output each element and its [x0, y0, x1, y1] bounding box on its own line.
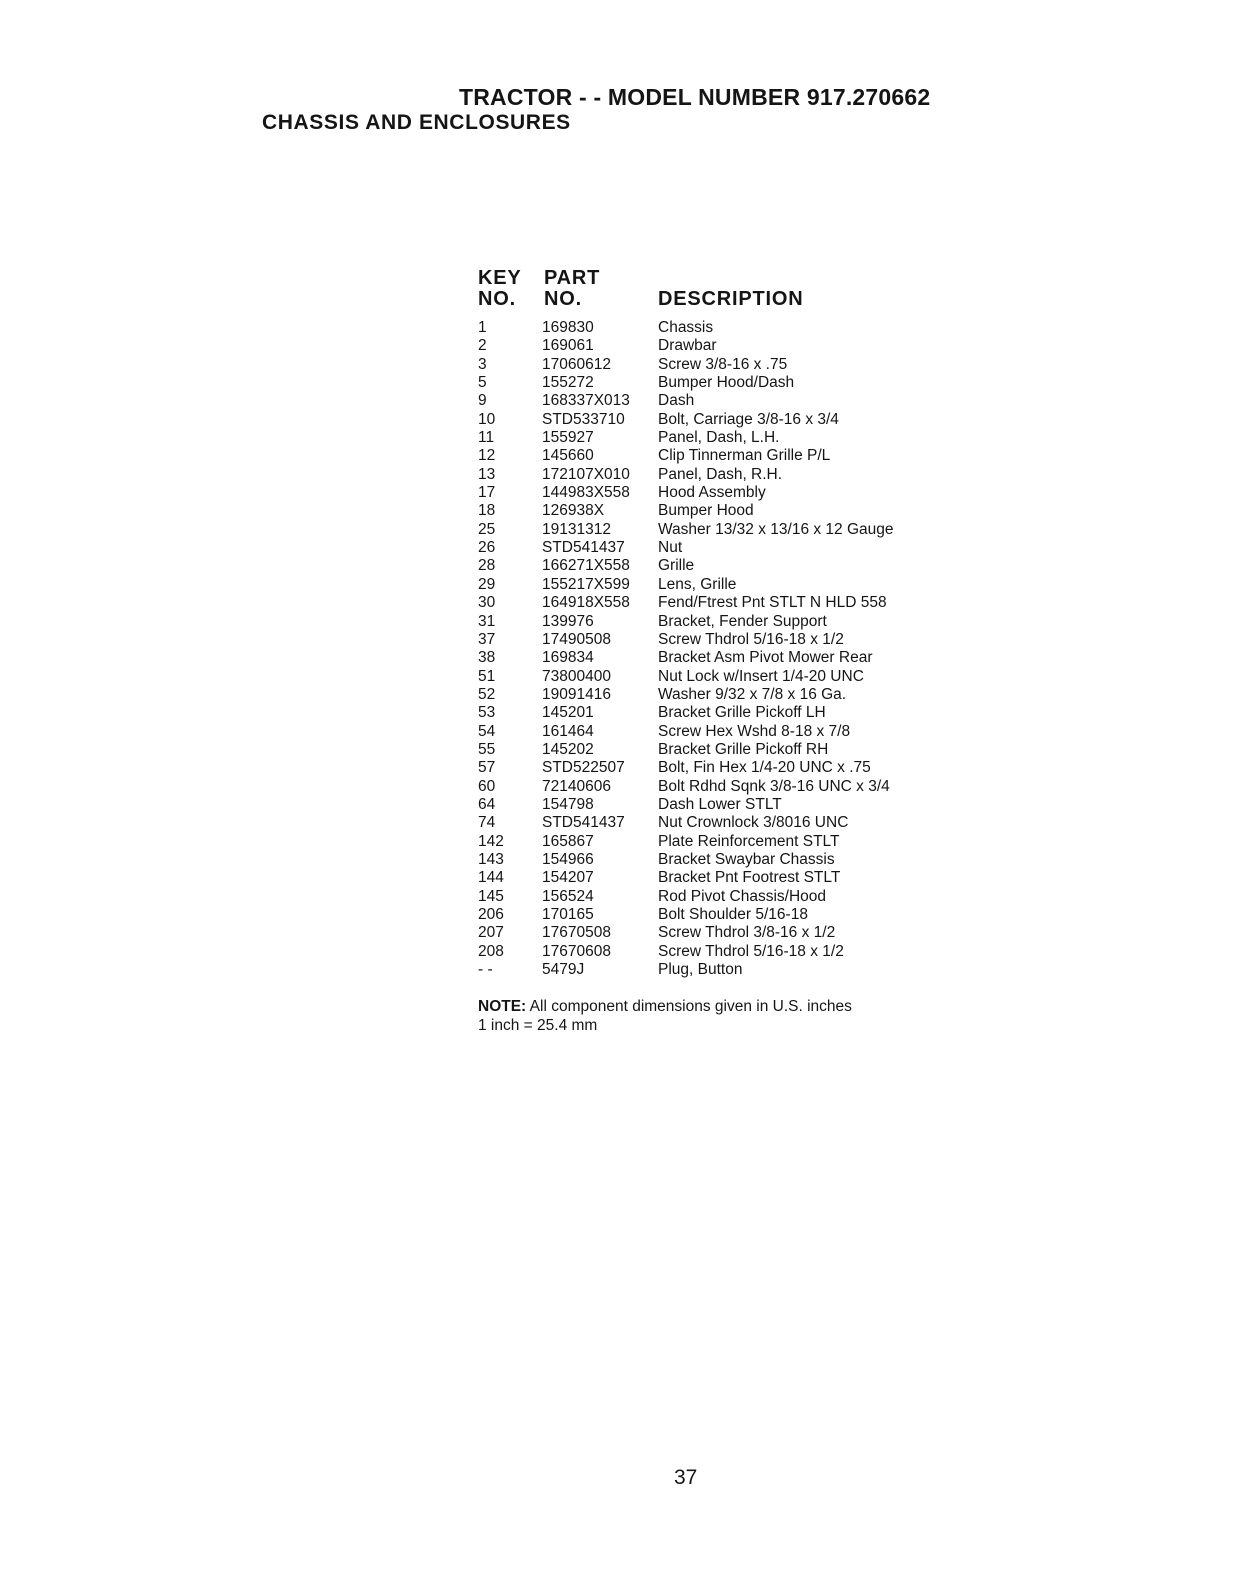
description-cell: Nut Crownlock 3/8016 UNC	[658, 814, 849, 832]
part-number-cell: 170165	[542, 906, 594, 923]
note-block	[478, 997, 852, 1035]
table-row	[478, 557, 948, 575]
description-cell: Bracket Swaybar Chassis	[658, 850, 835, 868]
key-cell: - -	[478, 961, 493, 979]
part-number-cell: 145201	[542, 704, 594, 722]
description-cell: Clip Tinnerman Grille P/L	[658, 447, 831, 465]
key-cell: 54	[478, 722, 496, 740]
description-cell: Grille	[658, 557, 695, 575]
note-line	[478, 997, 852, 1016]
key-cell: 144	[478, 869, 504, 887]
part-number-cell: 165867	[542, 832, 594, 850]
description-cell: Bolt Shoulder 5/16-18	[658, 906, 808, 923]
part-number-cell: 154798	[542, 795, 594, 813]
table-row	[478, 484, 948, 502]
part-number-cell: 172107X010	[542, 465, 630, 483]
description-cell: Screw 3/8-16 x .75	[658, 355, 788, 373]
page-title: TRACTOR - - MODEL NUMBER 917.270662	[459, 84, 931, 110]
description-cell: Chassis	[658, 319, 714, 336]
table-row	[478, 356, 948, 374]
part-number-cell: 17060612	[542, 355, 611, 373]
part-number-cell: STD541437	[542, 539, 625, 557]
description-cell: Bracket Pnt Footrest STLT	[658, 869, 841, 887]
part-number-cell: 145660	[542, 447, 594, 465]
note-label: NOTE:	[478, 998, 527, 1015]
part-number-cell: 139976	[542, 612, 594, 630]
table-row	[478, 466, 948, 484]
parts-list-rows	[478, 319, 948, 979]
description-column-header: DESCRIPTION	[658, 288, 804, 310]
part-number-cell: 164918X558	[542, 594, 630, 612]
part-number-cell: 72140606	[542, 777, 611, 795]
key-cell: 26	[478, 539, 496, 557]
key-cell: 74	[478, 814, 496, 832]
parts-list	[478, 267, 948, 979]
table-row	[478, 869, 948, 887]
table-row	[478, 631, 948, 649]
part-number-cell: 17670608	[542, 942, 611, 960]
description-cell: Bolt, Fin Hex 1/4-20 UNC x .75	[658, 759, 871, 777]
part-number-cell: 155217X599	[542, 575, 630, 593]
table-row	[478, 741, 948, 759]
description-cell: Panel, Dash, R.H.	[658, 465, 783, 483]
table-row	[478, 319, 948, 337]
part-number-cell: 5479J	[542, 961, 585, 979]
table-row	[478, 447, 948, 465]
description-cell: Dash	[658, 392, 695, 410]
description-cell: Nut Lock w/Insert 1/4-20 UNC	[658, 667, 864, 685]
description-cell: Bumper Hood	[658, 502, 754, 520]
page-number: 37	[674, 1466, 698, 1489]
parts-list-header	[478, 267, 948, 313]
part-number-cell: 19091416	[542, 685, 611, 703]
key-cell: 1	[478, 319, 487, 336]
description-cell: Rod Pivot Chassis/Hood	[658, 887, 826, 905]
table-row	[478, 723, 948, 741]
key-column-header-line2: NO.	[478, 288, 516, 310]
part-number-cell: 144983X558	[542, 484, 630, 502]
key-cell: 64	[478, 795, 496, 813]
table-row	[478, 521, 948, 539]
table-row	[478, 576, 948, 594]
description-cell: Bracket Asm Pivot Mower Rear	[658, 649, 873, 667]
key-cell: 30	[478, 594, 496, 612]
part-number-cell: 168337X013	[542, 392, 630, 410]
table-row	[478, 704, 948, 722]
table-row	[478, 337, 948, 355]
table-row	[478, 924, 948, 942]
part-number-cell: 169830	[542, 319, 594, 336]
table-row	[478, 374, 948, 392]
note-text: All component dimensions given in U.S. inches	[529, 998, 852, 1015]
table-row	[478, 686, 948, 704]
table-row	[478, 796, 948, 814]
part-number-cell: STD541437	[542, 814, 625, 832]
note-conversion: 1 inch = 25.4 mm	[478, 1017, 598, 1034]
table-row	[478, 906, 948, 924]
description-cell: Plug, Button	[658, 961, 743, 979]
key-cell: 17	[478, 484, 496, 502]
key-column-header-line1: KEY	[478, 267, 522, 289]
description-cell: Dash Lower STLT	[658, 795, 782, 813]
table-row	[478, 411, 948, 429]
key-cell: 31	[478, 612, 496, 630]
key-cell: 2	[478, 337, 487, 355]
key-cell: 208	[478, 942, 504, 960]
key-cell: 142	[478, 832, 504, 850]
description-cell: Screw Thdrol 5/16-18 x 1/2	[658, 942, 844, 960]
key-cell: 5	[478, 374, 487, 392]
part-number-cell: 154966	[542, 850, 594, 868]
part-number-cell: 161464	[542, 722, 594, 740]
table-row	[478, 392, 948, 410]
key-cell: 3	[478, 355, 487, 373]
table-row	[478, 833, 948, 851]
part-column-header-line1: PART	[544, 267, 601, 289]
key-cell: 13	[478, 465, 496, 483]
table-row	[478, 429, 948, 447]
part-number-cell: 169834	[542, 649, 594, 667]
key-cell: 28	[478, 557, 496, 575]
key-cell: 9	[478, 392, 487, 410]
table-row	[478, 814, 948, 832]
table-row	[478, 961, 948, 979]
key-cell: 53	[478, 704, 496, 722]
description-cell: Screw Thdrol 5/16-18 x 1/2	[658, 630, 844, 648]
key-cell: 12	[478, 447, 496, 465]
part-number-cell: 169061	[542, 337, 594, 355]
description-cell: Bracket, Fender Support	[658, 612, 827, 630]
key-cell: 25	[478, 520, 496, 538]
part-number-cell: 156524	[542, 887, 594, 905]
part-number-cell: 73800400	[542, 667, 611, 685]
table-row	[478, 613, 948, 631]
description-cell: Fend/Ftrest Pnt STLT N HLD 558	[658, 594, 887, 612]
description-cell: Panel, Dash, L.H.	[658, 429, 780, 447]
description-cell: Plate Reinforcement STLT	[658, 832, 840, 850]
key-cell: 145	[478, 887, 504, 905]
description-cell: Bolt Rdhd Sqnk 3/8-16 UNC x 3/4	[658, 777, 890, 795]
table-row	[478, 943, 948, 961]
table-row	[478, 539, 948, 557]
key-cell: 55	[478, 740, 496, 758]
table-row	[478, 594, 948, 612]
description-cell: Nut	[658, 539, 683, 557]
description-cell: Bracket Grille Pickoff RH	[658, 740, 829, 758]
table-row	[478, 759, 948, 777]
table-row	[478, 778, 948, 796]
description-cell: Washer 9/32 x 7/8 x 16 Ga.	[658, 685, 847, 703]
part-number-cell: 155927	[542, 429, 594, 447]
key-cell: 60	[478, 777, 496, 795]
part-number-cell: 17490508	[542, 630, 611, 648]
key-cell: 206	[478, 906, 504, 923]
table-row	[478, 649, 948, 667]
part-number-cell: 126938X	[542, 502, 605, 520]
key-cell: 51	[478, 667, 496, 685]
table-row	[478, 851, 948, 869]
table-row	[478, 888, 948, 906]
description-cell: Washer 13/32 x 13/16 x 12 Gauge	[658, 520, 894, 538]
description-cell: Drawbar	[658, 337, 717, 355]
key-cell: 18	[478, 502, 496, 520]
table-row	[478, 502, 948, 520]
key-cell: 11	[478, 429, 495, 447]
table-row	[478, 668, 948, 686]
key-cell: 52	[478, 685, 496, 703]
description-cell: Lens, Grille	[658, 575, 737, 593]
key-cell: 57	[478, 759, 496, 777]
description-cell: Bumper Hood/Dash	[658, 374, 795, 392]
part-column-header-line2: NO.	[544, 288, 582, 310]
key-cell: 207	[478, 924, 504, 942]
description-cell: Bracket Grille Pickoff LH	[658, 704, 826, 722]
key-cell: 29	[478, 575, 496, 593]
description-cell: Bolt, Carriage 3/8-16 x 3/4	[658, 410, 839, 428]
part-number-cell: 154207	[542, 869, 594, 887]
part-number-cell: 145202	[542, 740, 594, 758]
description-cell: Hood Assembly	[658, 484, 766, 502]
key-cell: 37	[478, 630, 496, 648]
key-cell: 10	[478, 410, 496, 428]
part-number-cell: 17670508	[542, 924, 611, 942]
part-number-cell: STD522507	[542, 759, 625, 777]
part-number-cell: STD533710	[542, 410, 625, 428]
key-cell: 38	[478, 649, 496, 667]
key-cell: 143	[478, 850, 504, 868]
part-number-cell: 155272	[542, 374, 594, 392]
description-cell: Screw Thdrol 3/8-16 x 1/2	[658, 924, 836, 942]
description-cell: Screw Hex Wshd 8-18 x 7/8	[658, 722, 851, 740]
part-number-cell: 19131312	[542, 520, 611, 538]
part-number-cell: 166271X558	[542, 557, 630, 575]
section-subtitle: CHASSIS AND ENCLOSURES	[262, 111, 571, 134]
